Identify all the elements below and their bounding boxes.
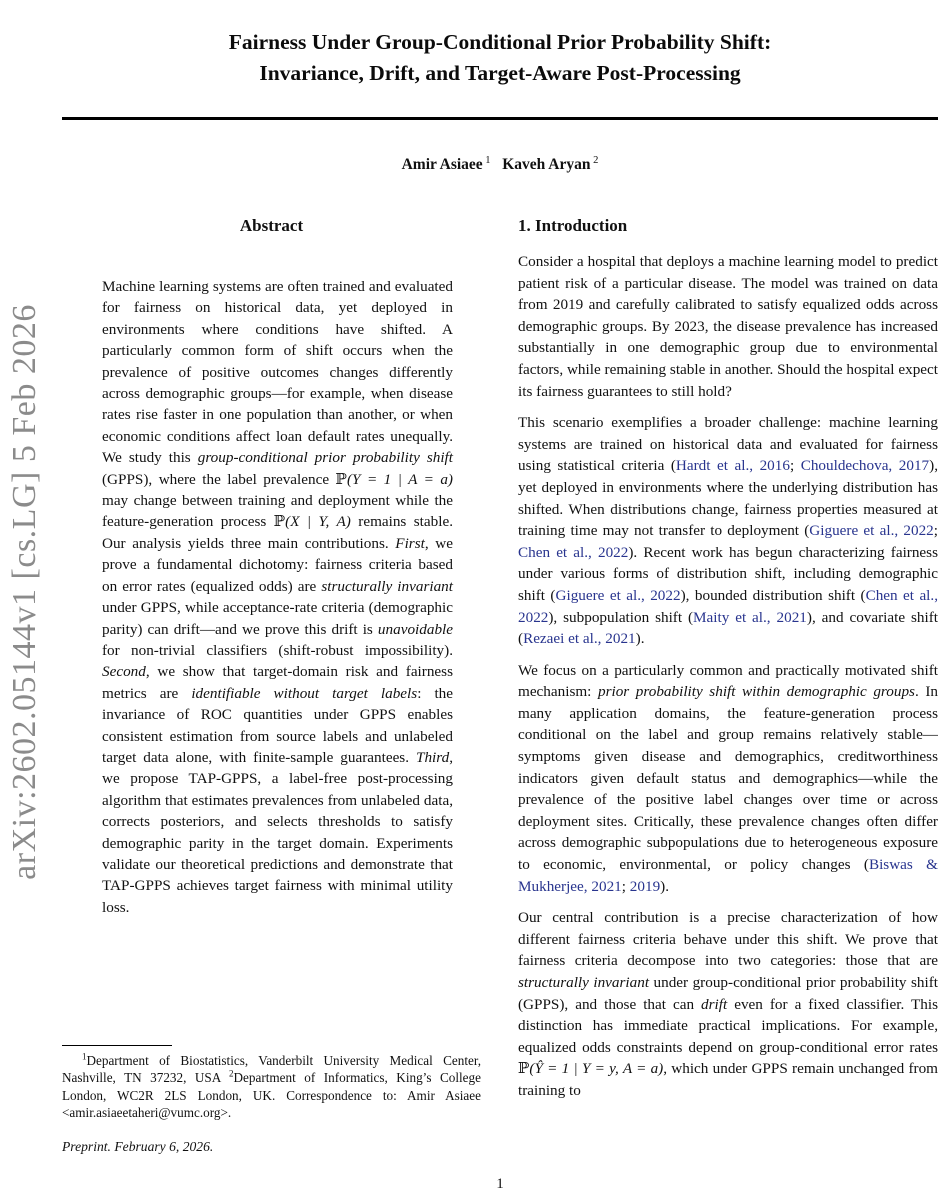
paper-title	[62, 0, 938, 89]
citation-link[interactable]: Chen et al., 2022	[518, 586, 938, 626]
text-segment: , which under GPPS remain unchanged from training to	[518, 1060, 938, 1099]
text-segment: 1	[482, 154, 491, 166]
text-segment: Kaveh Aryan	[502, 156, 591, 173]
text-segment: 2	[229, 1068, 234, 1079]
text-segment: group-conditional prior probability shift	[197, 449, 453, 467]
title-line-1: Fairness Under Group-Conditional Prior Probability Shift:	[228, 30, 772, 54]
text-segment: Third	[416, 748, 450, 766]
text-segment: Department of Informatics, King’s College London, WC2R 2LS London, UK. Correspondence to: Amir Asiaee <amir.asiaeetaheri@vumc.org>.	[62, 1070, 481, 1121]
text-segment: Second	[102, 663, 146, 681]
intro-paragraph-2	[518, 412, 938, 650]
text-segment: Machine learning systems are often trained and evaluated for fairness on historical data, yet deployed in environments where conditions have shifted. A particularly common form of shift occurs when the prevalence of positive outcomes changes differently across demographic groups—for example, when disease rates rise faster in one population than another, or when economic conditions affect loan default rates unequally. We study this	[102, 278, 453, 467]
text-segment: (GPPS), where the label prevalence	[102, 470, 336, 488]
title-divider-rule	[62, 117, 938, 120]
title-line-2: Invariance, Drift, and Target-Aware Post-Processing	[259, 61, 741, 85]
text-segment: unavoidable	[377, 620, 453, 638]
citation-link[interactable]: Chen et al., 2022	[518, 543, 629, 561]
footnote-rule	[62, 1045, 172, 1046]
text-segment: may change between training and deployment while the feature-generation process	[102, 492, 453, 531]
text-segment: ), yet deployed in environments where the underlying distribution has shifted. When distributions change, fairness properties measured at training time may not transfer to deployment (	[518, 457, 938, 540]
citation-link[interactable]: Maity et al., 2021	[693, 608, 807, 626]
text-segment: 2	[590, 154, 599, 166]
text-segment: ).	[635, 630, 645, 648]
text-segment: This scenario exemplifies a broader challenge: machine learning systems are trained on historical data and evaluated for fairness using statistical criteria (	[518, 414, 938, 475]
left-column	[62, 214, 481, 1159]
text-segment: under GPPS, while acceptance-rate criteria (demographic parity) can drift—and we prove this drift is	[102, 599, 453, 638]
page-content	[62, 0, 938, 1159]
text-segment: Our central contribution is a precise characterization of how different fairness criteria behave under this shift. We prove that fairness criteria decompose into two categories: those that are	[518, 909, 938, 970]
intro-paragraph-4	[518, 907, 938, 1101]
arxiv-watermark: arXiv:2602.05144v1 [cs.LG] 5 Feb 2026	[6, 304, 43, 880]
intro-paragraph-3	[518, 660, 938, 898]
citation-link[interactable]: Biswas & Mukherjee, 2021	[518, 856, 938, 895]
text-segment: (Y = 1 | A = a)	[346, 470, 453, 488]
text-segment: (X | Y, A)	[285, 513, 351, 531]
text-segment: ), and covariate shift (	[518, 608, 938, 648]
citation-link[interactable]: Giguere et al., 2022	[809, 522, 934, 540]
text-segment: prior probability shift within demographic groups	[597, 683, 915, 701]
citation-link[interactable]: Rezaei et al., 2021	[523, 630, 636, 648]
footnote-block	[62, 1045, 481, 1159]
intro-paragraph-1	[518, 251, 938, 402]
text-segment: . In many application domains, the feature-generation process conditional on the label and group remains relatively stable—symptoms given disease and demographics, creditworthiness indicators given default status and demographics—while the prevalence of the positive label changes over time or across deployment sites. Critically, these prevalence changes often differ across demographic subpopulations due to heterogeneous exposure to economic, environmental, or policy changes (	[518, 683, 938, 874]
text-segment: identifiable without target labels	[191, 684, 418, 702]
text-segment: ), bounded distribution shift (	[680, 586, 866, 604]
text-segment: drift	[701, 995, 728, 1013]
introduction-heading: 1. Introduction	[518, 216, 628, 235]
right-column	[518, 214, 938, 1159]
text-segment: ), subpopulation shift (	[548, 608, 694, 626]
abstract-heading: Abstract	[239, 216, 304, 235]
text-segment: ℙ	[273, 513, 286, 531]
preprint-date: Preprint. February 6, 2026.	[62, 1139, 214, 1154]
text-segment: ℙ	[518, 1060, 530, 1078]
text-segment: , we show that target-domain risk and fairness metrics are	[102, 663, 453, 702]
citation-link[interactable]: Chouldechova, 2017	[800, 457, 930, 475]
citation-link[interactable]: 2019	[629, 877, 661, 895]
affiliation-footnote	[62, 1052, 481, 1122]
text-segment: Department of Biostatistics, Vanderbilt University Medical Center, Nashville, TN 37232, USA	[62, 1052, 481, 1086]
text-segment: ;	[933, 522, 938, 540]
text-segment: ).	[660, 877, 670, 895]
authors-line	[62, 156, 938, 174]
text-segment: Consider a hospital that deploys a machine learning model to predict patient risk of a particular disease. The model was trained on data from 2019 and carefully calibrated to satisfy equalized odds across demographic groups. By 2023, the disease prevalence has increased substantially in one demographic group due to environmental factors, while remaining stable in another. Should the hospital expect its fairness guarantees to still hold?	[518, 253, 938, 400]
text-segment	[491, 156, 503, 173]
text-segment: : the invariance of ROC quantities under GPPS enables consistent estimation from source labels and unlabeled target data alone, with finite-sample guarantees.	[102, 684, 453, 766]
text-segment: structurally invariant	[321, 577, 453, 595]
text-segment: remains stable. Our analysis yields three main contributions.	[102, 513, 453, 552]
text-segment: ;	[789, 457, 801, 475]
text-segment: , we propose TAP-GPPS, a label-free post-processing algorithm that estimates prevalences from unlabeled data, corrects posteriors, and selects thresholds to satisfy demographic parity in the target domain. Experiments validate our theoretical predictions and demonstrate that TAP-GPPS achieves target fairness with minimal utility loss.	[102, 748, 453, 916]
text-segment: We focus on a particularly common and practically motivated shift mechanism:	[518, 661, 938, 701]
text-segment: ;	[621, 877, 630, 895]
page-number: 1	[496, 1176, 504, 1192]
citation-link[interactable]: Giguere et al., 2022	[555, 586, 681, 604]
citation-link[interactable]: Hardt et al., 2016	[675, 457, 790, 475]
text-segment: ℙ	[335, 470, 347, 488]
text-segment: 1	[82, 1051, 87, 1062]
text-segment: for non-trivial classifiers (shift-robust impossibility).	[102, 641, 453, 659]
text-segment: First	[395, 534, 425, 552]
text-segment: Amir Asiaee	[401, 156, 483, 173]
text-segment: ). Recent work has begun characterizing fairness under various forms of distribution shift, including demographic shift (	[518, 543, 938, 604]
text-segment: structurally invariant	[518, 974, 650, 991]
text-segment: even for a fixed classifier. This distinction has immediate practical implications. For example, equalized odds constraints depend on group-conditional error rates	[518, 995, 938, 1056]
text-segment: , we prove a fundamental dichotomy: fairness criteria based on error rates (equalized odds) are	[102, 534, 453, 595]
text-segment: under group-conditional prior probability shift (GPPS), and those that can	[518, 974, 938, 1013]
two-column-layout	[62, 214, 938, 1159]
text-segment: (Ŷ = 1 | Y = y, A = a)	[529, 1060, 664, 1078]
abstract-text	[62, 276, 481, 918]
